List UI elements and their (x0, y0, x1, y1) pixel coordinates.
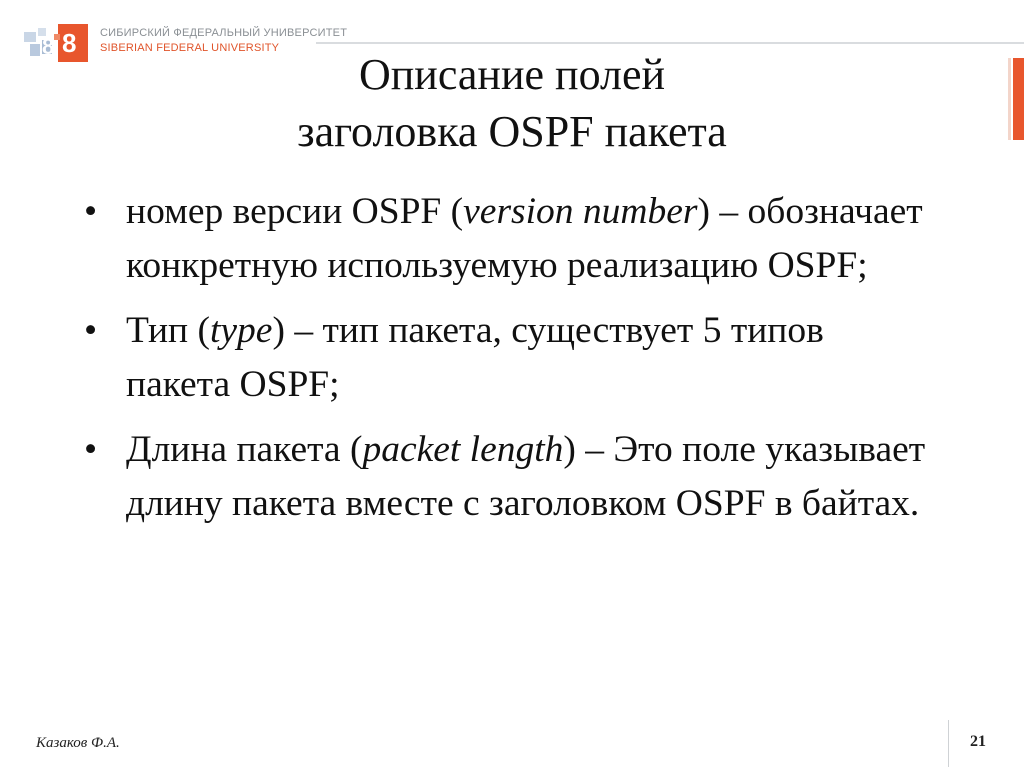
bullet-text-post: ) – тип пакета, существует 5 типов пакета OSPF; (126, 310, 824, 405)
bullet-text-term: type (209, 310, 273, 351)
slide-title-line-1: Описание полей (358, 50, 666, 99)
bullet-text-pre: Длина пакета ( (126, 429, 363, 470)
slide-title-line-2: заголовка OSPF пакета (297, 107, 727, 156)
bullet-text-post: ) – обозначает конкретную используемую реализацию OSPF; (126, 191, 923, 286)
bullet-item (82, 423, 932, 531)
bullet-text-post: ) – Это поле указывает длину пакета вместе с заголовком OSPF в байтах. (126, 429, 926, 524)
bullet-icon: • (84, 310, 98, 351)
bullet-icon: • (84, 191, 98, 232)
bullet-item (82, 304, 932, 412)
bullet-item (82, 185, 932, 293)
svg-text:8: 8 (42, 34, 55, 59)
page-number: 21 (970, 733, 986, 750)
author-name: Казаков Ф.А. (36, 735, 120, 751)
footer-divider (948, 720, 949, 767)
bullet-text-term: packet length (362, 429, 564, 470)
bullet-text-pre: номер версии OSPF ( (126, 191, 464, 232)
university-name-ru: СИБИРСКИЙ ФЕДЕРАЛЬНЫЙ УНИВЕРСИТЕТ (100, 27, 348, 39)
bullet-list (82, 185, 932, 542)
bullet-text-term: version number (463, 191, 698, 232)
slide-title (0, 46, 1024, 160)
svg-text:8: 8 (62, 28, 77, 58)
header-divider (316, 42, 1024, 44)
university-name-en: SIBERIAN FEDERAL UNIVERSITY (100, 42, 280, 54)
bullet-text-pre: Тип ( (126, 310, 210, 351)
bullet-icon: • (84, 429, 98, 470)
